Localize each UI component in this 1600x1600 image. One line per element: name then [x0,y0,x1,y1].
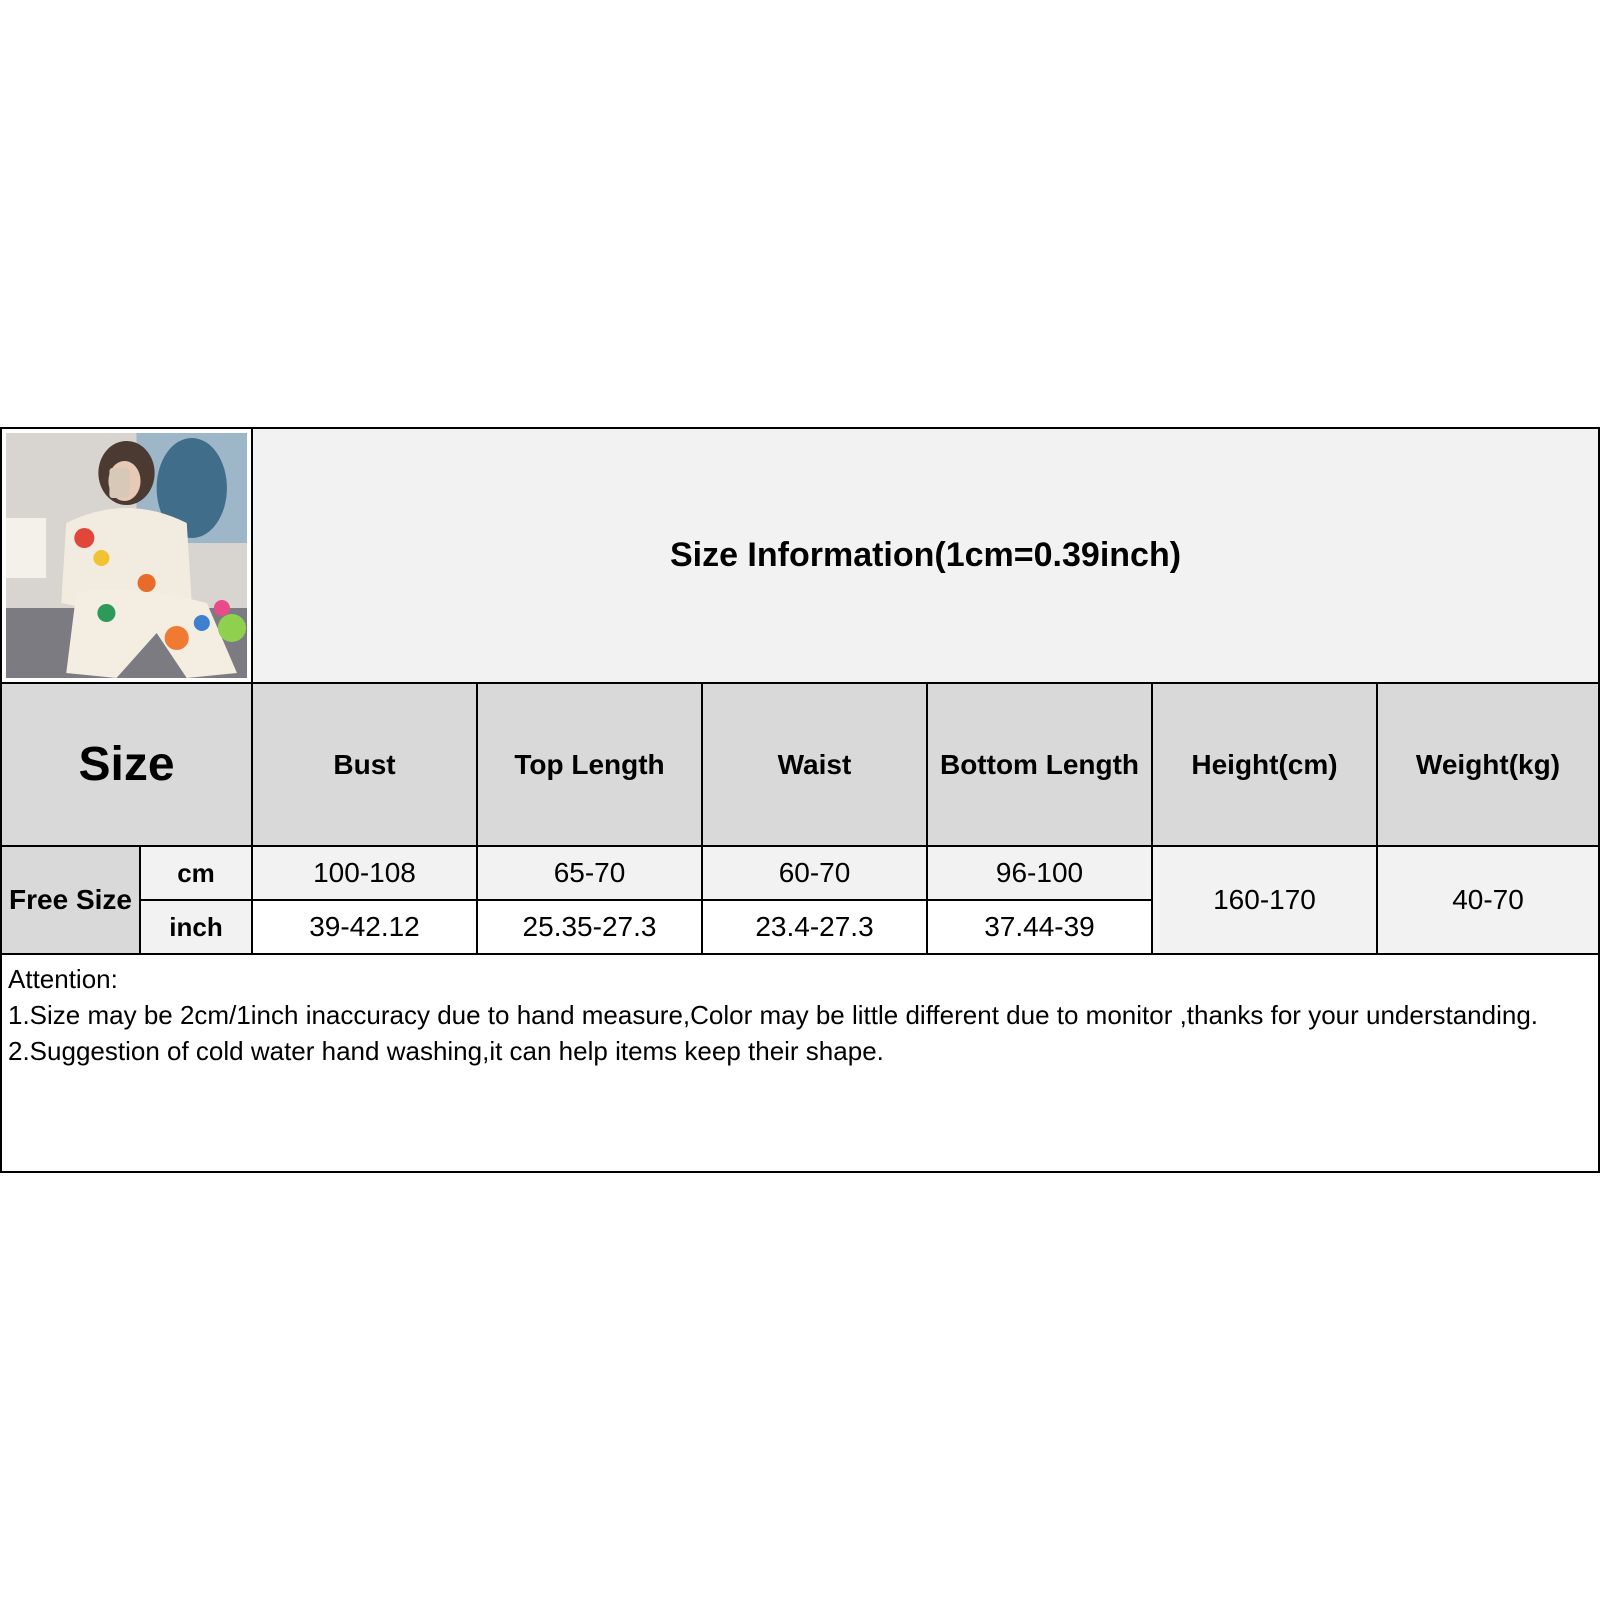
notes-line-2: 2.Suggestion of cold water hand washing,it can help items keep their shape. [8,1036,884,1066]
cell-bottom-length-inch: 37.44-39 [928,901,1153,955]
column-header-bust: Bust [253,684,478,847]
column-header-waist: Waist [703,684,928,847]
cell-weight: 40-70 [1378,847,1598,955]
chart-title: Size Information(1cm=0.39inch) [253,429,1598,684]
notes-heading: Attention: [8,964,118,994]
size-header: Size [2,684,253,847]
row-label-free-size: Free Size [2,847,141,955]
size-chart-table [0,427,1600,1173]
cell-top-length-cm: 65-70 [478,847,703,901]
cell-bottom-length-cm: 96-100 [928,847,1153,901]
column-header-height: Height(cm) [1153,684,1378,847]
notes-line-1: 1.Size may be 2cm/1inch inaccuracy due to hand measure,Color may be little different due to monitor ,thanks for your understanding. [8,1000,1539,1030]
cell-waist-cm: 60-70 [703,847,928,901]
cell-bust-cm: 100-108 [253,847,478,901]
cell-bust-inch: 39-42.12 [253,901,478,955]
cell-height: 160-170 [1153,847,1378,955]
cell-top-length-inch: 25.35-27.3 [478,901,703,955]
column-header-top-length: Top Length [478,684,703,847]
model-photo [2,429,253,684]
attention-notes [2,955,1598,1171]
cell-waist-inch: 23.4-27.3 [703,901,928,955]
column-header-bottom-length: Bottom Length [928,684,1153,847]
column-header-weight: Weight(kg) [1378,684,1598,847]
model-photo-image [6,433,247,678]
unit-label-inch: inch [141,901,253,955]
unit-label-cm: cm [141,847,253,901]
